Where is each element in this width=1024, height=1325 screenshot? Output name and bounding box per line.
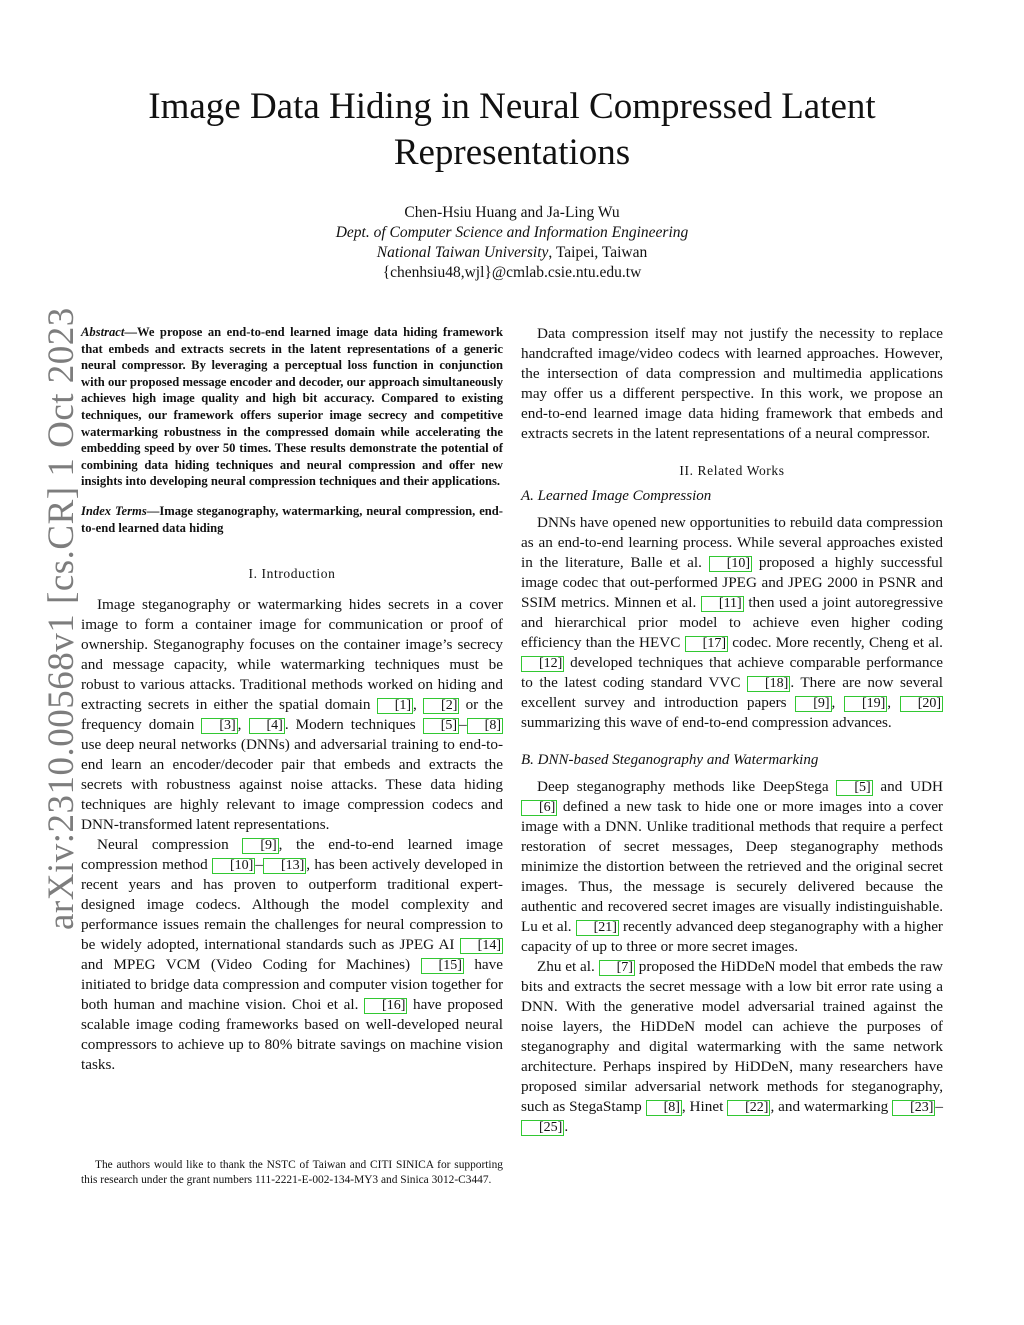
text-span: , has been actively developed in recent years and has proven to outperform traditional expert-designed image codecs. Although the model complexity and performance issues remain the challenges for neural compression to be widely adopted, international standards such as JPEG AI <box>81 856 503 954</box>
footnote: The authors would like to thank the NSTC of Taiwan and CITI SINICA for supporting this research under the grant numbers 111-2221-E-002-134-MY3 and Sinica 3012-C3447. <box>81 1159 503 1186</box>
citation-link[interactable]: [16] <box>364 998 407 1014</box>
affiliation-dept: Dept. of Computer Science and Information Engineering <box>335 224 689 241</box>
citation-link[interactable]: [5] <box>836 780 872 796</box>
subsection-heading-b: B. DNN-based Steganography and Watermarking <box>521 752 819 768</box>
text-span: have proposed scalable image coding frameworks based on well-developed neural compressors to achieve up to 80% bitrate savings on machine vision tasks. <box>81 996 503 1074</box>
right-column <box>521 324 943 1137</box>
citation-link[interactable]: [25] <box>521 1120 564 1136</box>
citation-link[interactable]: [23] <box>892 1100 935 1116</box>
text-span: , <box>413 696 424 714</box>
text-span: DNNs have opened new opportunities to rebuild data compression as an end-to-end learning process. While several approaches existed in the literature, Balle et al. <box>521 514 943 571</box>
abstract-text: —We propose an end-to-end learned image data hiding framework that embeds and extracts secrets in the latent representations of a generic neural compressor. By leveraging a perceptual loss function in conjunction with our proposed message encoder and decoder, our approach simultaneously achieves high image quality and high bit accuracy. Compared to existing techniques, our framework offers superior image secrecy and competitive watermarking robustness in the compressed domain while accelerating the embedding speed by over 50 times. These results demonstrate the potential of combining data hiding techniques and neural compression and offer new insights into developing neural compression techniques and their applications. <box>81 325 503 489</box>
text-span: then used a joint autoregressive and hierarchical prior model to achieve even higher coding efficiency than the HEVC <box>521 594 943 651</box>
citation-link[interactable]: [22] <box>727 1100 770 1116</box>
text-span: . There are now several excellent survey and introduction papers <box>521 674 943 711</box>
arxiv-stamp[interactable]: arXiv:2310.00568v1 [cs.CR] 1 Oct 2023 <box>41 307 82 930</box>
index-terms-text: —Image steganography, watermarking, neural compression, end-to-end learned data hiding <box>81 503 503 535</box>
text-span: Deep steganography methods like DeepStega <box>537 778 837 795</box>
text-span: , <box>681 1098 690 1115</box>
subsection-b-paragraph-1 <box>521 777 943 957</box>
left-column <box>81 324 503 1075</box>
text-span: , <box>237 716 249 734</box>
text-span: have initiated to bridge data compression and computer vision together for both human and machine vision. Choi et al. <box>81 956 503 1014</box>
author-email[interactable]: {chenhsiu48,wjl}@cmlab.csie.ntu.edu.tw <box>382 264 642 281</box>
citation-link[interactable]: [3] <box>201 718 237 734</box>
citation-link[interactable]: [8] <box>467 718 503 734</box>
text-span: – <box>935 1098 943 1115</box>
citation-link[interactable]: [1] <box>377 698 413 714</box>
text-span: and UDH <box>872 778 943 795</box>
intro-paragraph-1 <box>81 595 503 835</box>
citation-link[interactable]: [21] <box>576 920 619 936</box>
section-heading-related-works: II. Related Works <box>679 463 785 478</box>
citation-link[interactable]: [14] <box>460 938 503 954</box>
abstract <box>81 324 503 490</box>
text-span: developed techniques that achieve comparable performance to the latest coding standard VVC <box>521 654 943 691</box>
intro-paragraph-2 <box>81 835 503 1075</box>
text-span: , <box>831 694 844 711</box>
right-paragraph-1: Data compression itself may not justify the necessity to replace handcrafted image/video codecs with learned approaches. However, the intersection of data compression and multimedia applications may offer us a different perspective. In this work, we propose an end-to-end learned image data hiding framework that embeds and extracts secrets in the latent representations of a neural compressor. <box>521 325 943 442</box>
citation-link[interactable]: [4] <box>249 718 285 734</box>
index-terms <box>81 503 503 536</box>
text-span: proposed the HiDDeN model that embeds the raw bits and extracts the secret message with a low bit error rate using a DNN. With the generative model adversarial trained against the noise layers, the HiDDeN model can achieve the purposes of steganography and digital watermarking with the same network architecture. Perhaps inspired by HiDDeN, many researchers have proposed similar adversarial network methods for steganography, such as StegaStamp <box>521 958 944 1115</box>
text-span: Neural compression <box>97 836 243 854</box>
text-span: – <box>459 716 467 734</box>
citation-link[interactable]: [9] <box>795 696 831 712</box>
text-span: recently advanced deep steganography with a higher capacity of up to three or more secret images. <box>521 918 943 955</box>
text-span: . <box>564 1118 569 1135</box>
citation-link[interactable]: [10] <box>212 858 255 874</box>
affiliation-city: , Taipei, Taiwan <box>548 244 648 261</box>
citation-link[interactable]: [12] <box>521 656 564 672</box>
citation-link[interactable]: [5] <box>423 718 459 734</box>
text-span: summarizing this wave of end-to-end compression advances. <box>521 714 892 731</box>
citation-link[interactable]: [13] <box>263 858 306 874</box>
citation-link[interactable]: [18] <box>747 676 790 692</box>
text-span: proposed a highly successful image codec that out-performed JPEG and JPEG 2000 in PSNR and SSIM metrics. Minnen et al. <box>521 554 943 611</box>
section-heading-introduction: I. Introduction <box>248 566 336 582</box>
subsection-b-paragraph-2 <box>521 957 943 1137</box>
author-names: Chen-Hsiu Huang and Ja-Ling Wu <box>404 204 620 221</box>
text-span: or the frequency domain <box>81 696 503 734</box>
affiliation-uni: National Taiwan University <box>376 244 549 261</box>
text-span: Zhu et al. <box>537 958 599 975</box>
text-span: . Modern techniques <box>284 716 423 734</box>
citation-link[interactable]: [10] <box>709 556 752 572</box>
text-span: Hinet <box>689 1098 728 1115</box>
title-line-1: Image Data Hiding in Neural Compressed Latent <box>148 86 876 127</box>
title-line-2: Representations <box>393 132 631 173</box>
citation-link[interactable]: [20] <box>900 696 943 712</box>
text-span: , and watermarking <box>770 1098 893 1115</box>
abstract-lead: Abstract <box>81 325 125 339</box>
citation-link[interactable]: [8] <box>646 1100 682 1116</box>
citation-link[interactable]: [11] <box>701 596 744 612</box>
author-block <box>90 203 934 283</box>
text-span: – <box>255 856 263 874</box>
subsection-heading-a: A. Learned Image Compression <box>521 488 712 504</box>
text-span: , <box>887 694 900 711</box>
text-span: codec. More recently, Cheng et al. <box>728 634 943 651</box>
text-span: and MPEG VCM (Video Coding for Machines) <box>81 956 421 974</box>
citation-link[interactable]: [15] <box>421 958 464 974</box>
citation-link[interactable]: [7] <box>599 960 635 976</box>
text-span: Image steganography or watermarking hides secrets in a cover image to form a container image for communication or proof of ownership. Steganography focuses on the container image’s secrecy and message capacity, while watermarking techniques must be robust to various attacks. Traditional methods worked on hiding and extracting secrets in either the spatial domain <box>81 596 503 714</box>
citation-link[interactable]: [2] <box>423 698 459 714</box>
index-terms-lead: Index Terms <box>81 503 147 518</box>
citation-link[interactable]: [19] <box>844 696 887 712</box>
affiliation-uni-line <box>90 243 934 263</box>
paper-title <box>90 84 934 176</box>
text-span: use deep neural networks (DNNs) and adversarial training to end-to-end learn an encoder/decoder pair that embeds and extracts the secrets with robustness against noise attacks. These data hiding techniques are highly relevant to image compression codecs and DNN-transformed latent representations. <box>81 736 503 834</box>
citation-link[interactable]: [6] <box>521 800 557 816</box>
subsection-a-paragraph <box>521 513 943 733</box>
text-span: defined a new task to hide one or more images into a cover image with a DNN. Unlike traditional methods that require a perfect restoration of secret messages, Deep steganography methods minimize the distortion between the retrieved and the original secret images. Thus, the message is securely delivered because the authentic and recovered secret images are visually indistinguishable. Lu et al. <box>521 798 943 935</box>
citation-link[interactable]: [17] <box>685 636 728 652</box>
citation-link[interactable]: [9] <box>242 838 278 854</box>
text-span: , the end-to-end learned image compression method <box>81 836 504 874</box>
